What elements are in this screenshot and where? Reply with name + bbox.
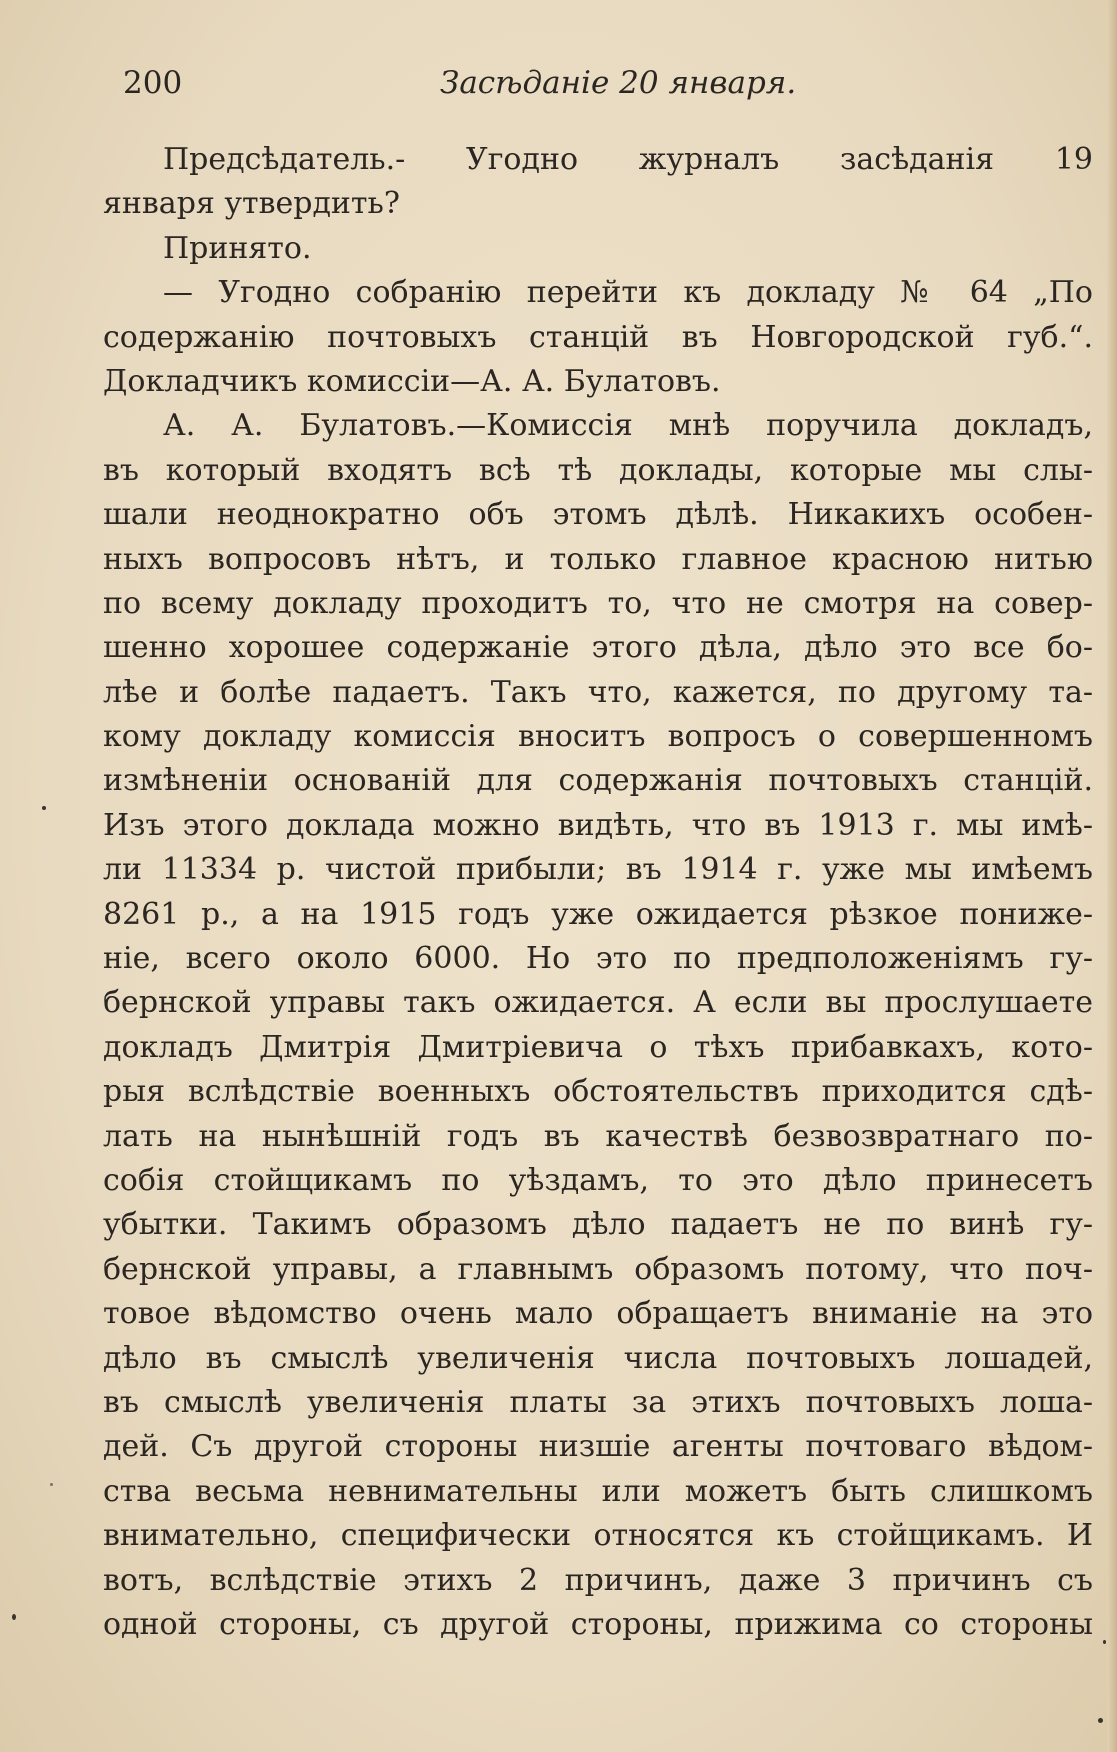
text-line: внимательно, специфически относятся къ стойщикамъ. И [103, 1518, 1093, 1554]
text-line: по всему докладу проходитъ то, что не смотря на совер- [103, 585, 1093, 621]
text-line: шали неоднократно объ этомъ дѣлѣ. Никакихъ особен- [103, 497, 1093, 533]
page-number: 200 [123, 65, 183, 101]
text-line: убытки. Такимъ образомъ дѣло падаетъ не по винѣ гу- [103, 1207, 1093, 1243]
page-header [123, 58, 1093, 108]
text-line: дѣло въ смыслѣ увеличенія числа почтовыхъ лошадей, [103, 1340, 1093, 1376]
text-line: въ смыслѣ увеличенія платы за этихъ почтовыхъ лоша- [103, 1384, 1093, 1420]
text-line: 8261 р., а на 1915 годъ уже ожидается рѣзкое пониже- [103, 896, 1093, 932]
ink-speck [12, 1614, 16, 1620]
page-edge [1107, 0, 1117, 1752]
text-line: измѣненіи основаній для содержанія почтовыхъ станцій. [103, 763, 1093, 799]
text-line: Изъ этого доклада можно видѣть, что въ 1913 г. мы имѣ- [103, 807, 1093, 843]
text-line: вотъ, вслѣдствіе этихъ 2 причинъ, даже 3 причинъ съ [103, 1562, 1093, 1598]
text-line: лѣе и болѣе падаетъ. Такъ что, кажется, по другому та- [103, 674, 1093, 710]
text-line: Докладчикъ комиссіи—А. А. Булатовъ. [103, 363, 721, 399]
text-line: докладъ Дмитрія Дмитріевича о тѣхъ прибавкахъ, кото- [103, 1029, 1093, 1065]
text-line: товое вѣдомство очень мало обращаетъ вниманіе на это [103, 1296, 1093, 1332]
text-line: ніе, всего около 6000. Но это по предположеніямъ гу- [103, 941, 1093, 977]
text-line: рыя вслѣдствіе военныхъ обстоятельствъ приходится сдѣ- [103, 1074, 1093, 1110]
text-line: кому докладу комиссія вноситъ вопросъ о совершенномъ [103, 719, 1093, 755]
text-line: собія стойщикамъ по уѣздамъ, то это дѣло принесетъ [103, 1162, 1093, 1198]
text-line: содержанію почтовыхъ станцій въ Новгородской губ.“. [103, 319, 1093, 355]
text-line: Принято. [163, 230, 312, 266]
ink-speck [50, 1483, 53, 1486]
text-line: А. А. Булатовъ.—Комиссія мнѣ поручила докладъ, [163, 408, 1093, 444]
text-line: ли 11334 р. чистой прибыли; въ 1914 г. уже мы имѣемъ [103, 852, 1093, 888]
body-text [103, 138, 1093, 1647]
ink-speck [1103, 1640, 1106, 1644]
text-line: бернской управы такъ ожидается. А если вы прослушаете [103, 985, 1093, 1021]
text-line: ныхъ вопросовъ нѣтъ, и только главное красною нитью [103, 541, 1093, 577]
text-line: января утвердить? [103, 186, 400, 222]
text-line: лать на нынѣшній годъ въ качествѣ безвозвратнаго по- [103, 1118, 1093, 1154]
text-line: ства весьма невнимательны или можетъ быть слишкомъ [103, 1473, 1093, 1509]
text-line: бернской управы, а главнымъ образомъ потому, что поч- [103, 1251, 1093, 1287]
ink-speck [1098, 1718, 1103, 1723]
running-head: Засѣданіе 20 января. [440, 65, 797, 101]
ink-speck [42, 806, 46, 810]
text-line: шенно хорошее содержаніе этого дѣла, дѣло это все бо- [103, 630, 1093, 666]
text-line: въ который входятъ всѣ тѣ доклады, которые мы слы- [103, 452, 1093, 488]
text-line: — Угодно собранію перейти къ докладу № 64 „По [163, 275, 1093, 311]
text-line: Предсѣдатель.- Угодно журналъ засѣданія 19 [163, 142, 1093, 177]
text-line: дей. Съ другой стороны низшіе агенты почтоваго вѣдом- [103, 1429, 1093, 1465]
text-line: одной стороны, съ другой стороны, прижима со стороны [103, 1606, 1093, 1642]
